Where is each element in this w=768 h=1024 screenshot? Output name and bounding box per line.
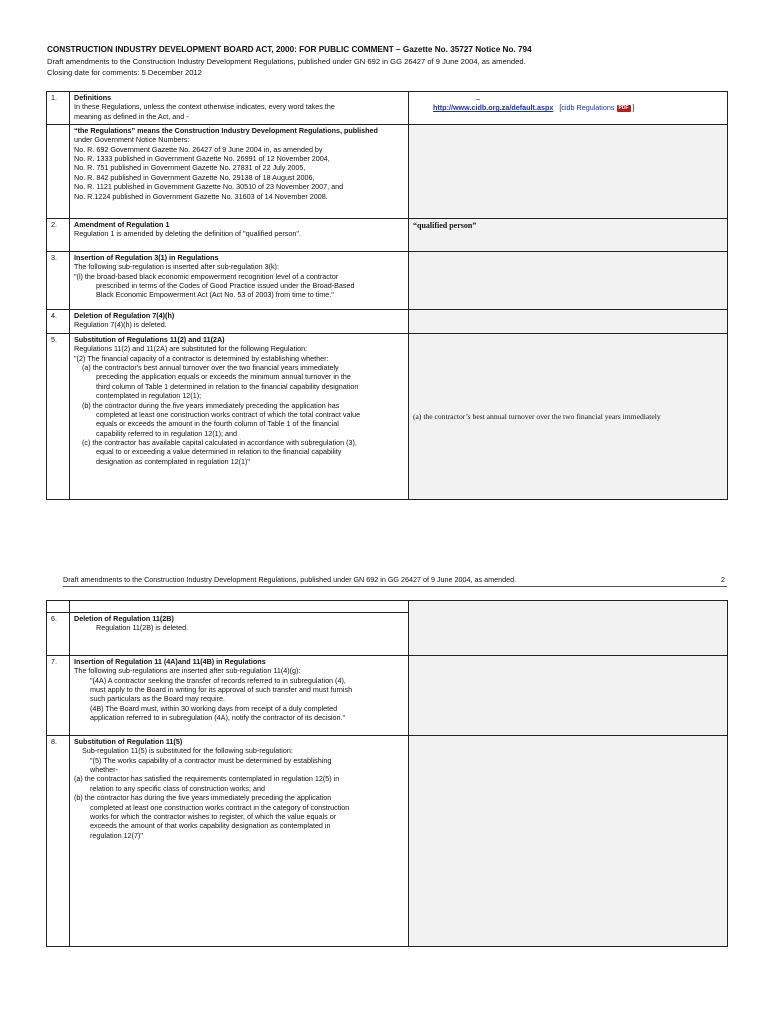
table-row	[47, 736, 728, 947]
definition-line: No. R. 1333 published in Government Gazette No. 26991 of 12 November 2004,	[74, 154, 330, 164]
dash-mark: –	[476, 94, 480, 103]
row-title: Deletion of Regulation 11(2B)	[74, 614, 174, 623]
comment-cell	[409, 736, 728, 947]
definitions-body	[70, 125, 409, 219]
row-text: "(4A) A contractor seeking the transfer of records referred to in subregulation (4),	[90, 675, 346, 685]
row-text: meaning as defined in the Act, and -	[74, 111, 189, 121]
row-text: (4B) The Board must, within 30 working days from receipt of a duly completed	[90, 703, 338, 713]
page-header-running	[63, 575, 727, 587]
row-number: 2.	[47, 219, 70, 252]
bracket-open: [	[559, 103, 562, 113]
definition-line: No. R.1224 published in Government Gazette No. 31603 of 14 November 2008.	[74, 191, 328, 201]
row-title: Insertion of Regulation 3(1) in Regulations	[74, 253, 219, 262]
row-body	[70, 310, 409, 334]
document-title: CONSTRUCTION INDUSTRY DEVELOPMENT BOARD ACT, 2000: FOR PUBLIC COMMENT – Gazette No. 35727 Notice No. 794	[47, 45, 532, 54]
row-title: Substitution of Regulation 11(5)	[74, 737, 183, 746]
regulations-table-page2	[46, 600, 728, 947]
row-number: 4.	[47, 310, 70, 334]
row-text: regulation 12(7)"	[90, 830, 143, 840]
row-text: Black Economic Empowerment Act (Act No. 53 of 2003) from time to time."	[96, 290, 334, 300]
table-row	[47, 601, 728, 613]
comment-cell: (a) the contractor’s best annual turnover over the two financial years immediately	[409, 334, 728, 500]
row-body	[70, 92, 409, 125]
comment-cell	[409, 92, 728, 125]
pdf-icon[interactable]: PDF	[618, 105, 629, 112]
row-title: Insertion of Regulation 11 (4A)and 11(4B) in Regulations	[74, 657, 266, 666]
row-text: must apply to the Board in writing for its approval of such transfer and must furnish	[90, 685, 353, 695]
cidb-link[interactable]: http://www.cidb.org.za/default.aspx	[433, 103, 554, 113]
closing-date: Closing date for comments: 5 December 2012	[47, 68, 202, 77]
definition-line: No. R. 1121 published in Government Gazette No. 30510 of 23 November 2007, and	[74, 182, 344, 192]
row-text: preceding the application equals or exceeds the minimum annual turnover in the	[96, 372, 351, 382]
comment-cell	[409, 125, 728, 219]
row-text: The following sub-regulation is inserted after sub-regulation 3(k):	[74, 262, 279, 272]
row-text: The following sub-regulations are inserted after sub-regulation 11(4)(g):	[74, 666, 301, 676]
row-title: Substitution of Regulations 11(2) and 11(2A)	[74, 335, 225, 344]
definition-line: No. R. 842 published in Government Gazette No. 29138 of 18 August 2006,	[74, 172, 315, 182]
comment-cell	[409, 310, 728, 334]
comment-cell	[409, 601, 728, 656]
row-text: whether-	[90, 765, 118, 775]
row-text: completed at least one construction works contract in the category of construction	[90, 802, 350, 812]
row-text: (b) the contractor has during the five years immediately preceding the application	[74, 793, 332, 803]
row-text: equal to or exceeding a value determined in relation to the financial capability	[96, 447, 342, 457]
row-text: "(2) The financial capacity of a contractor is determined by establishing whether:	[74, 353, 329, 363]
row-text: third column of Table 1 determined in relation to the financial capability designation	[96, 381, 359, 391]
running-header-text: Draft amendments to the Construction Industry Development Regulations, published under GN 692 in GG 26427 of 9 June 2004, as amended.	[63, 575, 517, 584]
row-text: such particulars as the Board may require.	[90, 694, 226, 704]
row-text: completed at least one construction works contract of which the total contract value	[96, 409, 361, 419]
row-text: Sub-regulation 11(5) is substituted for the following sub-regulation:	[82, 746, 293, 756]
row-body	[70, 613, 409, 656]
row-text: In these Regulations, unless the context otherwise indicates, every word takes the	[74, 102, 335, 112]
row-number: 6.	[47, 613, 70, 656]
row-text: Regulation 11(2B) is deleted.	[96, 623, 189, 633]
row-text: prescribed in terms of the Codes of Good Practice issued under the Broad-Based	[96, 281, 355, 291]
row-text: contemplated in regulation 12(1);	[96, 391, 202, 401]
page-number: 2	[721, 575, 725, 584]
row-text: works for which the contractor wishes to register, of which the value equals or	[90, 811, 337, 821]
definition-line: under Government Notice Numbers:	[74, 135, 190, 145]
row-text: "(5) The works capability of a contractor must be determined by establishing	[90, 755, 332, 765]
row-title: Definitions	[74, 93, 112, 102]
row-text: (b) the contractor during the five years immediately preceding the application has	[82, 400, 340, 410]
definition-line: “the Regulations” means the Construction Industry Development Regulations, published	[74, 126, 378, 135]
row-text: Regulation 1 is amended by deleting the definition of "qualified person".	[74, 229, 301, 239]
row-text: (a) the contractor has satisfied the requirements contemplated in regulation 12(5) in	[74, 774, 340, 784]
comment-cell: “qualified person”	[409, 219, 728, 252]
definition-line: No. R. 692 Government Gazette No. 26427 of 9 June 2004 in, as amended by	[74, 144, 323, 154]
row-text: Regulations 11(2) and 11(2A) are substituted for the following Regulation:	[74, 344, 308, 354]
comment-cell	[409, 656, 728, 736]
table-row	[47, 310, 728, 334]
row-number: 8.	[47, 736, 70, 947]
row-text: (c) the contractor has available capital calculated in accordance with subregulation (3),	[82, 437, 357, 447]
row-text: (a) the contractor's best annual turnover over the two financial years immediately	[82, 363, 339, 373]
regulations-table-page1	[46, 91, 728, 500]
row-body	[70, 656, 409, 736]
row-number: 7.	[47, 656, 70, 736]
row-number: 1.	[47, 92, 70, 125]
table-row	[47, 125, 728, 219]
row-body	[70, 252, 409, 310]
row-body	[70, 736, 409, 947]
bracket-close: ]	[632, 103, 635, 113]
definition-line: No. R. 751 published in Government Gazette No. 27831 of 22 July 2005,	[74, 163, 306, 173]
row-text: designation as contemplated in regulation 12(1)"	[96, 456, 250, 466]
cidb-regulations-link[interactable]: cidb Regulations	[561, 103, 615, 113]
comment-cell	[409, 252, 728, 310]
row-text: relation to any specific class of construction works; and	[90, 783, 265, 793]
row-text: application referred to in subregulation (4A), notify the contractor of its decision."	[90, 713, 346, 723]
row-text: Regulation 7(4)(h) is deleted.	[74, 320, 167, 330]
document-subtitle: Draft amendments to the Construction Industry Development Regulations, published under GN 692 in GG 26427 of 9 June 2004, as amended.	[47, 57, 526, 66]
table-row	[47, 252, 728, 310]
row-text: capability referred to in regulation 12(1); and	[96, 428, 238, 438]
row-body	[70, 219, 409, 252]
row-body	[70, 334, 409, 500]
row-title: Amendment of Regulation 1	[74, 220, 170, 229]
row-text: exceeds the amount of that works capability designation as contemplated in	[90, 821, 331, 831]
row-number: 5.	[47, 334, 70, 500]
table-row	[47, 219, 728, 252]
table-row	[47, 334, 728, 500]
row-text: "(l) the broad-based black economic empowerment recognition level of a contractor	[74, 271, 339, 281]
table-row	[47, 656, 728, 736]
table-row	[47, 92, 728, 125]
row-title: Deletion of Regulation 7(4)(h)	[74, 311, 175, 320]
row-number: 3.	[47, 252, 70, 310]
row-text: equals or exceeds the amount in the fourth column of Table 1 of the financial	[96, 419, 339, 429]
